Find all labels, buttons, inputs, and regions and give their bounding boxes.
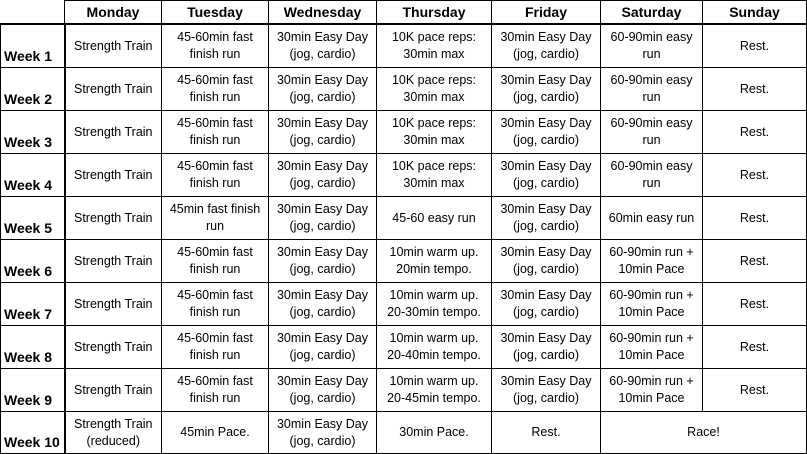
tuesday-cell: 45min fast finish run xyxy=(162,197,269,240)
wednesday-cell: 30min Easy Day (jog, cardio) xyxy=(269,283,377,326)
saturday-cell: 60-90min easy run xyxy=(601,154,703,197)
table-row xyxy=(1,369,807,412)
monday-cell: Strength Train xyxy=(65,240,162,283)
friday-cell: 30min Easy Day (jog, cardio) xyxy=(492,154,601,197)
thursday-cell: 10min warm up. 20min tempo. xyxy=(377,240,492,283)
header-tuesday: Tuesday xyxy=(162,1,269,25)
sunday-cell: Rest. xyxy=(703,240,807,283)
table-row xyxy=(1,283,807,326)
saturday-cell: 60min easy run xyxy=(601,197,703,240)
friday-cell: 30min Easy Day (jog, cardio) xyxy=(492,240,601,283)
wednesday-cell: 30min Easy Day (jog, cardio) xyxy=(269,154,377,197)
friday-cell: 30min Easy Day (jog, cardio) xyxy=(492,24,601,68)
header-sunday: Sunday xyxy=(703,1,807,25)
wednesday-cell: 30min Easy Day (jog, cardio) xyxy=(269,197,377,240)
saturday-cell: 60-90min easy run xyxy=(601,24,703,68)
monday-cell: Strength Train xyxy=(65,283,162,326)
header-wednesday: Wednesday xyxy=(269,1,377,25)
week-label: Week 5 xyxy=(1,197,65,240)
table-row xyxy=(1,111,807,154)
sunday-cell: Rest. xyxy=(703,154,807,197)
thursday-cell: 45-60 easy run xyxy=(377,197,492,240)
sunday-cell: Rest. xyxy=(703,111,807,154)
monday-cell: Strength Train xyxy=(65,369,162,412)
friday-cell: 30min Easy Day (jog, cardio) xyxy=(492,197,601,240)
wednesday-cell: 30min Easy Day (jog, cardio) xyxy=(269,68,377,111)
friday-cell: 30min Easy Day (jog, cardio) xyxy=(492,369,601,412)
week-label: Week 7 xyxy=(1,283,65,326)
week-label: Week 10 xyxy=(1,412,65,454)
sunday-cell: Rest. xyxy=(703,369,807,412)
thursday-cell: 30min Pace. xyxy=(377,412,492,454)
thursday-cell: 10min warm up. 20-45min tempo. xyxy=(377,369,492,412)
wednesday-cell: 30min Easy Day (jog, cardio) xyxy=(269,240,377,283)
monday-cell: Strength Train xyxy=(65,197,162,240)
sunday-cell: Rest. xyxy=(703,197,807,240)
tuesday-cell: 45-60min fast finish run xyxy=(162,240,269,283)
week-label: Week 1 xyxy=(1,24,65,68)
header-friday: Friday xyxy=(492,1,601,25)
thursday-cell: 10K pace reps: 30min max xyxy=(377,68,492,111)
saturday-cell: 60-90min easy run xyxy=(601,111,703,154)
wednesday-cell: 30min Easy Day (jog, cardio) xyxy=(269,369,377,412)
friday-cell: 30min Easy Day (jog, cardio) xyxy=(492,326,601,369)
table-row xyxy=(1,412,807,454)
tuesday-cell: 45-60min fast finish run xyxy=(162,369,269,412)
thursday-cell: 10K pace reps: 30min max xyxy=(377,154,492,197)
monday-cell: Strength Train xyxy=(65,24,162,68)
wednesday-cell: 30min Easy Day (jog, cardio) xyxy=(269,111,377,154)
saturday-cell: 60-90min run + 10min Pace xyxy=(601,326,703,369)
sunday-cell: Rest. xyxy=(703,68,807,111)
friday-cell: Rest. xyxy=(492,412,601,454)
tuesday-cell: 45-60min fast finish run xyxy=(162,24,269,68)
weekend-cell: Race! xyxy=(601,412,807,454)
thursday-cell: 10K pace reps: 30min max xyxy=(377,24,492,68)
monday-cell: Strength Train xyxy=(65,68,162,111)
week-label: Week 9 xyxy=(1,369,65,412)
tuesday-cell: 45-60min fast finish run xyxy=(162,68,269,111)
table-row xyxy=(1,154,807,197)
sunday-cell: Rest. xyxy=(703,326,807,369)
table-row xyxy=(1,240,807,283)
thursday-cell: 10min warm up. 20-30min tempo. xyxy=(377,283,492,326)
tuesday-cell: 45min Pace. xyxy=(162,412,269,454)
wednesday-cell: 30min Easy Day (jog, cardio) xyxy=(269,24,377,68)
header-row xyxy=(1,1,807,25)
sunday-cell: Rest. xyxy=(703,24,807,68)
table-row xyxy=(1,24,807,68)
saturday-cell: 60-90min run + 10min Pace xyxy=(601,240,703,283)
week-label: Week 3 xyxy=(1,111,65,154)
week-label: Week 8 xyxy=(1,326,65,369)
table-row xyxy=(1,326,807,369)
table-row xyxy=(1,197,807,240)
week-label: Week 4 xyxy=(1,154,65,197)
friday-cell: 30min Easy Day (jog, cardio) xyxy=(492,68,601,111)
sunday-cell: Rest. xyxy=(703,283,807,326)
header-thursday: Thursday xyxy=(377,1,492,25)
monday-cell: Strength Train (reduced) xyxy=(65,412,162,454)
saturday-cell: 60-90min run + 10min Pace xyxy=(601,369,703,412)
tuesday-cell: 45-60min fast finish run xyxy=(162,283,269,326)
saturday-cell: 60-90min easy run xyxy=(601,68,703,111)
tuesday-cell: 45-60min fast finish run xyxy=(162,326,269,369)
wednesday-cell: 30min Easy Day (jog, cardio) xyxy=(269,326,377,369)
tuesday-cell: 45-60min fast finish run xyxy=(162,154,269,197)
week-label: Week 6 xyxy=(1,240,65,283)
table-row xyxy=(1,68,807,111)
thursday-cell: 10K pace reps: 30min max xyxy=(377,111,492,154)
header-saturday: Saturday xyxy=(601,1,703,25)
monday-cell: Strength Train xyxy=(65,154,162,197)
saturday-cell: 60-90min run + 10min Pace xyxy=(601,283,703,326)
corner-cell xyxy=(1,1,65,25)
friday-cell: 30min Easy Day (jog, cardio) xyxy=(492,111,601,154)
week-label: Week 2 xyxy=(1,68,65,111)
friday-cell: 30min Easy Day (jog, cardio) xyxy=(492,283,601,326)
thursday-cell: 10min warm up. 20-40min tempo. xyxy=(377,326,492,369)
monday-cell: Strength Train xyxy=(65,326,162,369)
tuesday-cell: 45-60min fast finish run xyxy=(162,111,269,154)
wednesday-cell: 30min Easy Day (jog, cardio) xyxy=(269,412,377,454)
header-monday: Monday xyxy=(65,1,162,25)
monday-cell: Strength Train xyxy=(65,111,162,154)
